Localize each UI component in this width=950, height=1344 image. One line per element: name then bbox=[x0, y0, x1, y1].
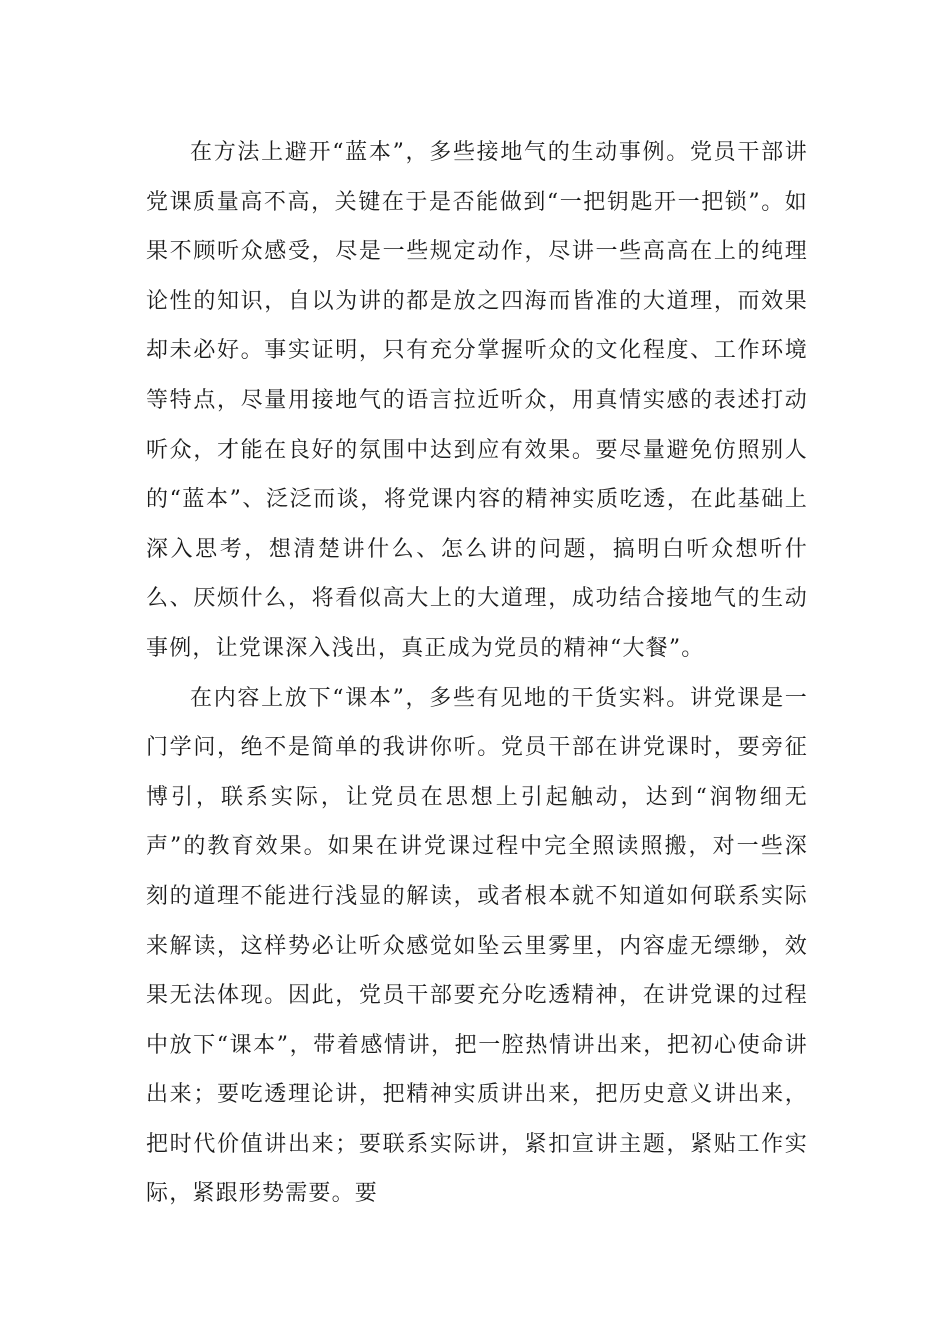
paragraph-method: 在方法上避开“蓝本”，多些接地气的生动事例。党员干部讲党课质量高不高，关键在于是否能做到“一把钥匙开一把锁”。如果不顾听众感受，尽是一些规定动作，尽讲一些高高在上的纯理论性的知识，自以为讲的都是放之四海而皆准的大道理，而效果却未必好。事实证明，只有充分掌握听众的文化程度、工作环境等特点，尽量用接地气的语言拉近听众，用真情实感的表述打动听众，才能在良好的氛围中达到应有效果。要尽量避免仿照别人的“蓝本”、泛泛而谈，将党课内容的精神实质吃透，在此基础上深入思考，想清楚讲什么、怎么讲的问题，搞明白听众想听什么、厌烦什么，将看似高大上的大道理，成功结合接地气的生动事例，让党课深入浅出，真正成为党员的精神“大餐”。 bbox=[146, 140, 808, 661]
paragraph-content: 在内容上放下“课本”，多些有见地的干货实料。讲党课是一门学问，绝不是简单的我讲你听。党员干部在讲党课时，要旁征博引，联系实际，让党员在思想上引起触动，达到“润物细无声”的教育效果。如果在讲党课过程中完全照读照搬，对一些深刻的道理不能进行浅显的解读，或者根本就不知道如何联系实际来解读，这样势必让听众感觉如坠云里雾里，内容虚无缥缈，效果无法体现。因此，党员干部要充分吃透精神，在讲党课的过程中放下“课本”，带着感情讲，把一腔热情讲出来，把初心使命讲出来；要吃透理论讲，把精神实质讲出来，把历史意义讲出来，把时代价值讲出来；要联系实际讲，紧扣宣讲主题，紧贴工作实际，紧跟形势需要。要 bbox=[146, 685, 808, 1207]
document-body bbox=[146, 128, 808, 1219]
